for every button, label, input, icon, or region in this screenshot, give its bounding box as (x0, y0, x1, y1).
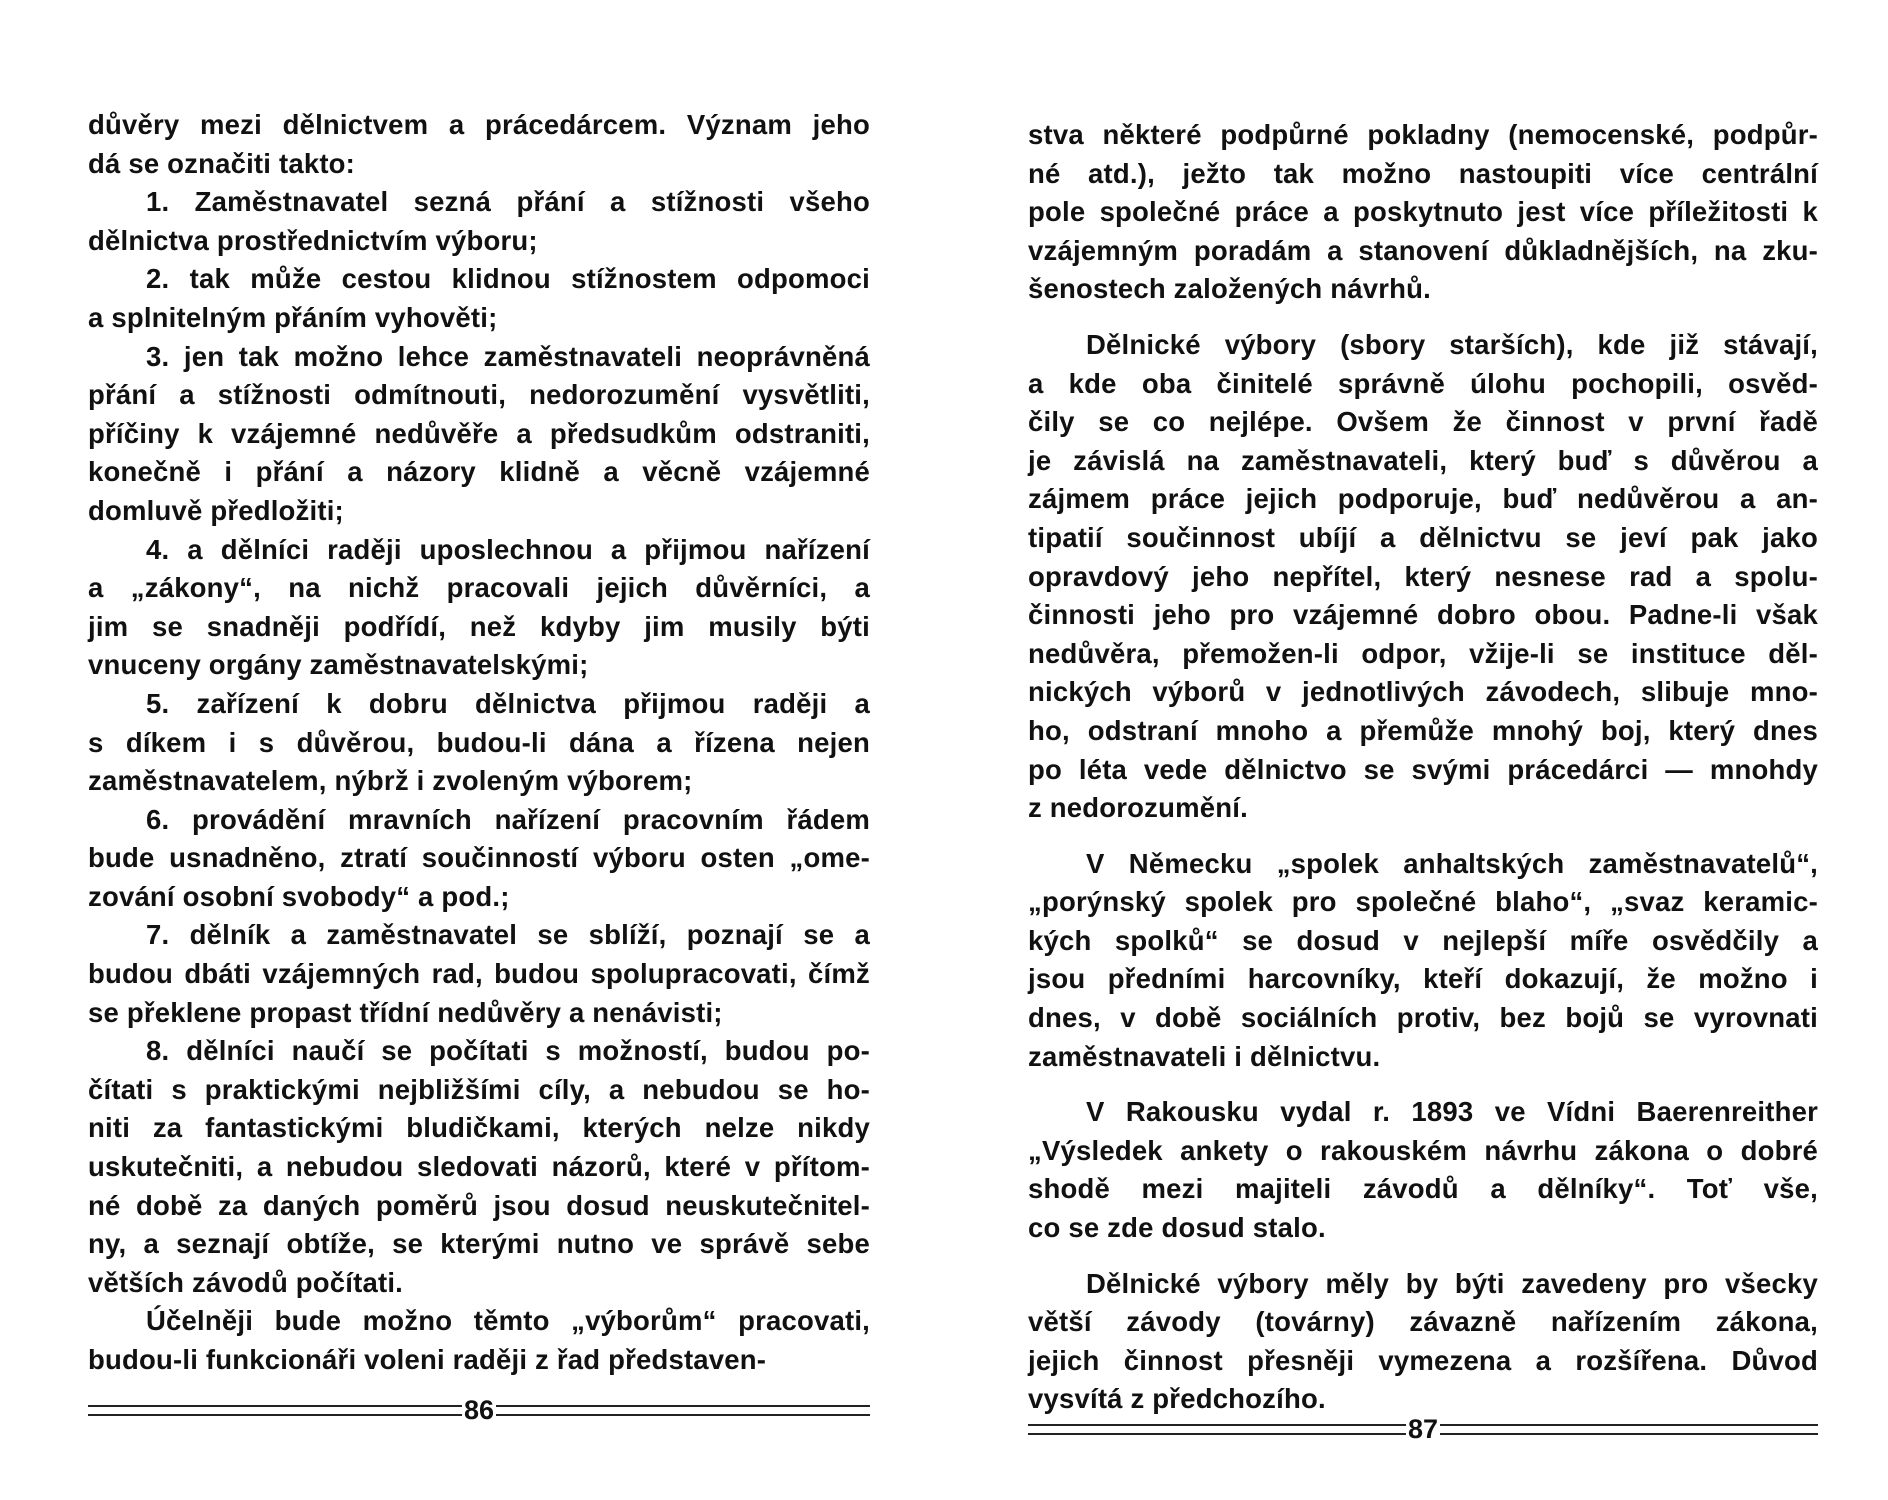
text-line: vysvítá z předchozího. (1028, 1383, 1326, 1415)
text-line: z nedorozumění. (1028, 792, 1248, 824)
right-page (1028, 0, 1818, 1500)
footer-rule-left (88, 1405, 462, 1416)
text-line: jsou předními harcovníky, kteří dokazují, že možno i (1028, 963, 1818, 995)
footer-rule-left (1028, 1424, 1406, 1435)
text-line: čily se co nejlépe. Ovšem že činnost v první řadě (1028, 406, 1818, 438)
text-line: zaměstnavatelem, nýbrž i zvoleným výborem; (88, 765, 693, 797)
text-line: po léta vede dělnictvo se svými prácedárci — mnohdy (1028, 753, 1818, 785)
text-line: nických výborů v jednotlivých závodech, slibuje mno- (1028, 676, 1818, 708)
text-line: 8. dělníci naučí se počítati s možností, budou po- (146, 1035, 870, 1067)
text-line: důvěry mezi dělnictvem a prácedárcem. Význam jeho (88, 109, 870, 140)
paragraph (1028, 326, 1818, 828)
text-line: niti za fantastickými bludičkami, kterých nelze nikdy (88, 1112, 870, 1144)
right-page-footer (1028, 1414, 1818, 1445)
text-line: dělnictva prostřednictvím výboru; (88, 224, 538, 256)
paragraph (88, 183, 870, 260)
text-line: a kde oba činitelé správně úlohu pochopili, osvěd- (1028, 367, 1818, 399)
text-line: ny, a seznají obtíže, se kterými nutno ve správě sebe (88, 1228, 870, 1260)
paragraph (88, 1032, 870, 1302)
paragraph (1028, 1265, 1818, 1419)
text-line: příčiny k vzájemné nedůvěře a předsudkům odstraniti, (88, 417, 870, 449)
text-line: Dělnické výbory (sbory starších), kde již stávají, (1086, 328, 1818, 360)
text-line: tipatií součinnost ubíjí a dělnictvu se jeví pak jako (1028, 521, 1818, 553)
paragraph (88, 685, 870, 801)
left-page-footer (88, 1395, 870, 1426)
text-line: 5. zařízení k dobru dělnictva přijmou raději a (146, 687, 870, 719)
text-line: uskutečniti, a nebudou sledovati názorů, které v přítom- (88, 1151, 870, 1183)
paragraph (1028, 116, 1818, 309)
text-line: s díkem i s důvěrou, budou-li dána a řízena nejen (88, 726, 870, 758)
text-line: domluvě předložiti; (88, 494, 344, 526)
paragraph (88, 531, 870, 685)
text-line: zaměstnavateli i dělnictvu. (1028, 1040, 1381, 1072)
text-line: zájmem práce jejich podporuje, buď nedůvěrou a an- (1028, 483, 1818, 515)
text-line: 2. tak může cestou klidnou stížnostem odpomoci (146, 263, 870, 295)
text-line: budou dbáti vzájemných rad, budou spolupracovati, čímž (88, 958, 870, 990)
text-line: a „zákony“, na nichž pracovali jejich důvěrníci, a (88, 572, 870, 604)
text-line: se překlene propast třídní nedůvěry a nenávisti; (88, 996, 723, 1028)
text-line: shodě mezi majiteli závodů a dělníky“. Toť vše, (1028, 1173, 1818, 1205)
text-line: bude usnadněno, ztratí součinností výboru osten „ome- (88, 842, 870, 874)
paragraph (88, 106, 870, 183)
text-line: 3. jen tak možno lehce zaměstnavateli neoprávněná (146, 340, 870, 372)
left-page (88, 0, 870, 1500)
text-line: jejich činnost přesněji vymezena a rozšířena. Důvod (1028, 1344, 1818, 1376)
text-line: větších závodů počítati. (88, 1266, 404, 1298)
text-line: né době za daných poměrů jsou dosud neuskutečnitel- (88, 1189, 870, 1221)
text-line: 4. a dělníci raději uposlechnou a přijmou nařízení (146, 533, 870, 565)
text-line: nedůvěra, přemožen-li odpor, vžije-li se instituce děl- (1028, 637, 1818, 669)
text-line: 1. Zaměstnavatel sezná přání a stížnosti všeho (146, 186, 870, 218)
text-line: zování osobní svobody“ a pod.; (88, 880, 510, 912)
paragraph (88, 916, 870, 1032)
text-line: větší závody (továrny) závazně nařízením zákona, (1028, 1306, 1818, 1338)
footer-rule-right (496, 1405, 870, 1416)
footer-rule-right (1440, 1424, 1818, 1435)
text-line: činnosti jeho pro vzájemné dobro obou. Padne-li však (1028, 599, 1818, 631)
right-page-body (1028, 116, 1818, 1419)
text-line: šenostech založených návrhů. (1028, 273, 1431, 305)
paragraph (1028, 845, 1818, 1077)
text-line: dá se označiti takto: (88, 147, 356, 179)
page-number: 87 (1407, 1414, 1439, 1444)
paragraph (88, 801, 870, 917)
text-line: kých spolků“ se dosud v nejlepší míře osvědčily a (1028, 924, 1818, 956)
text-line: budou-li funkcionáři voleni raději z řad představen- (88, 1344, 767, 1375)
text-line: opravdový jeho nepřítel, který nesnese rad a spolu- (1028, 560, 1818, 592)
paragraph (88, 260, 870, 337)
text-line: V Německu „spolek anhaltských zaměstnavatelů“, (1086, 847, 1818, 879)
text-line: přání a stížnosti odmítnouti, nedorozumění vysvětliti, (88, 379, 870, 411)
text-line: dnes, v době sociálních protiv, bez bojů se vyrovnati (1028, 1002, 1818, 1034)
text-line: 7. dělník a zaměstnavatel se sblíží, poznají se a (146, 919, 870, 951)
text-line: stva některé podpůrné pokladny (nemocenské, podpůr- (1028, 119, 1818, 150)
text-line: „Výsledek ankety o rakouském návrhu zákona o dobré (1028, 1134, 1818, 1166)
text-line: Dělnické výbory měly by býti zavedeny pro všecky (1086, 1267, 1818, 1299)
paragraph (88, 1302, 870, 1379)
text-line: co se zde dosud stalo. (1028, 1212, 1326, 1244)
text-line: né atd.), ježto tak možno nastoupiti více centrální (1028, 157, 1818, 189)
paragraph (1028, 1093, 1818, 1247)
text-line: vnuceny orgány zaměstnavatelskými; (88, 649, 589, 681)
text-line: konečně i přání a názory klidně a věcně vzájemné (88, 456, 870, 488)
paragraph (88, 338, 870, 531)
text-line: vzájemným poradám a stanovení důkladnějších, na zku- (1028, 234, 1818, 266)
text-line: čítati s praktickými nejbližšími cíly, a nebudou se ho- (88, 1073, 870, 1105)
text-line: ho, odstraní mnoho a přemůže mnohý boj, který dnes (1028, 714, 1818, 746)
text-line: a splnitelným přáním vyhověti; (88, 301, 498, 333)
text-line: pole společné práce a poskytnuto jest více příležitosti k (1028, 196, 1818, 228)
text-line: 6. provádění mravních nařízení pracovním řádem (146, 803, 870, 835)
text-line: jim se snadněji podřídí, než kdyby jim musily býti (88, 610, 870, 642)
text-line: Účelněji bude možno těmto „výborům“ pracovati, (146, 1305, 870, 1337)
text-line: V Rakousku vydal r. 1893 ve Vídni Baerenreither (1086, 1096, 1818, 1128)
text-line: „porýnský spolek pro společné blaho“, „svaz keramic- (1028, 886, 1818, 918)
text-line: je závislá na zaměstnavateli, který buď s důvěrou a (1028, 444, 1818, 476)
left-page-body (88, 106, 870, 1380)
page-number: 86 (463, 1395, 495, 1425)
